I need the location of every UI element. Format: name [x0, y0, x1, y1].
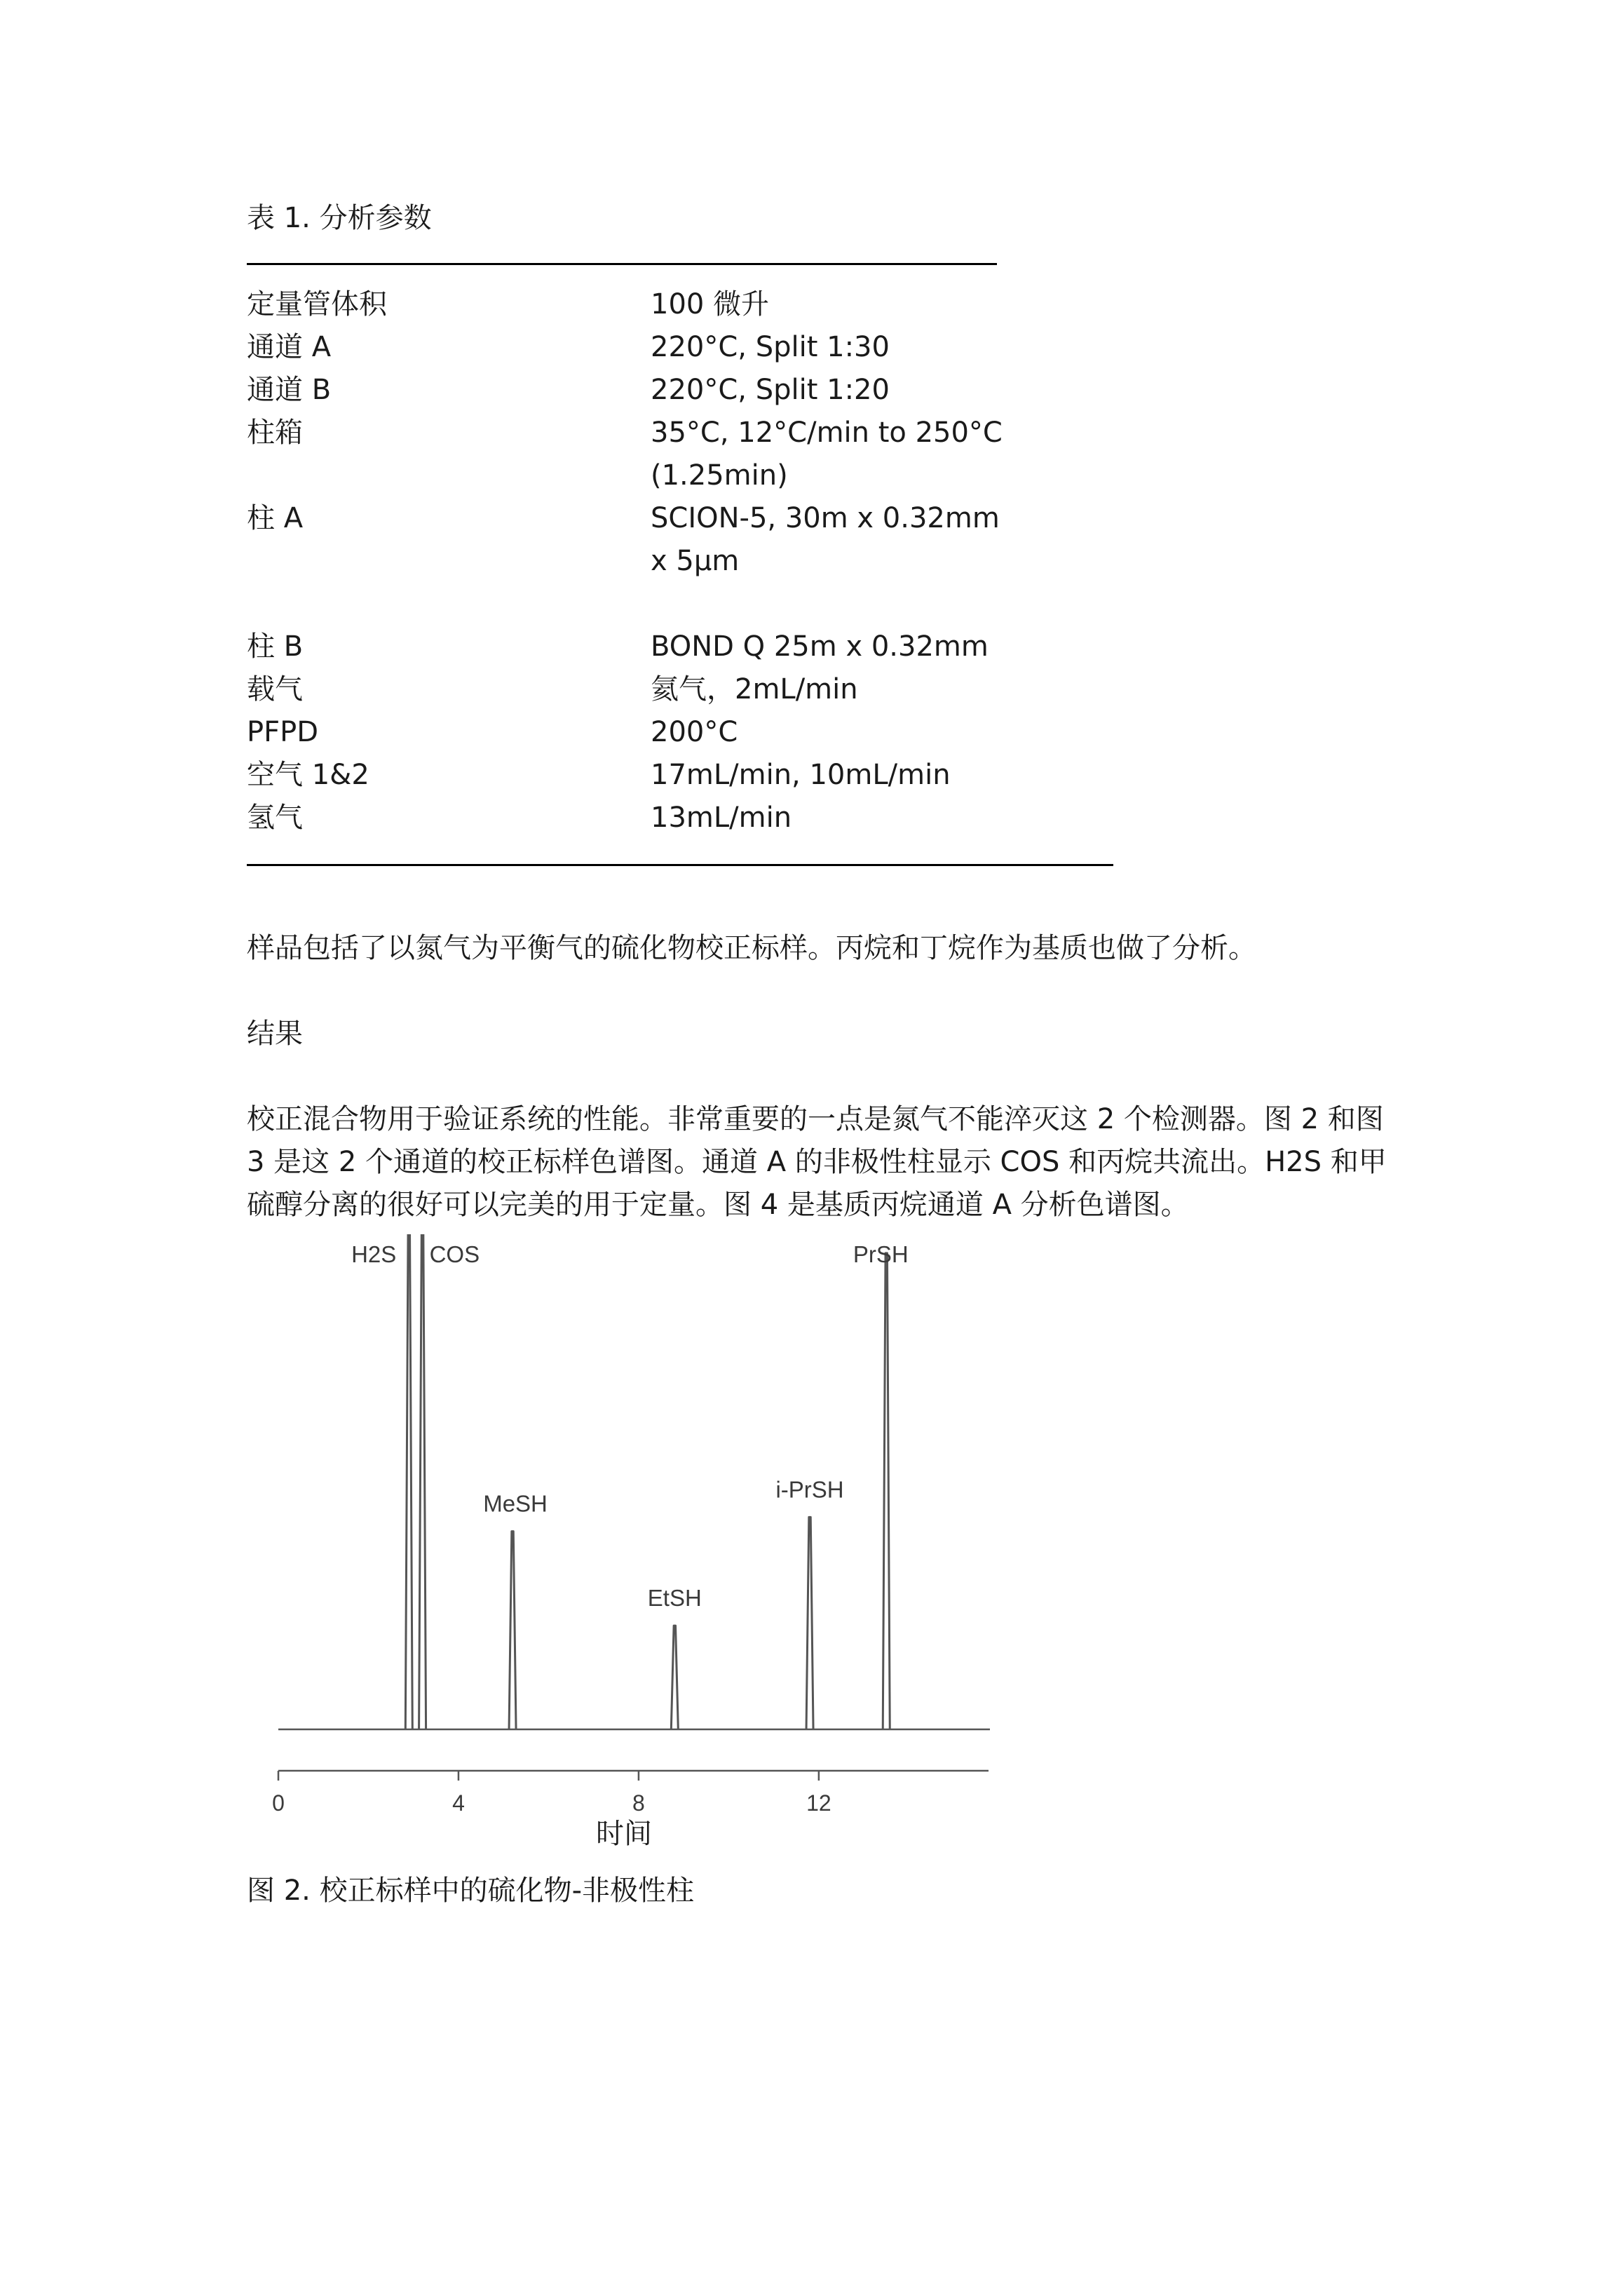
- param-value: SCION-5, 30m x 0.32mm: [651, 502, 1000, 534]
- peak-label-i-prsh: i-PrSH: [775, 1476, 844, 1503]
- param-name: 通道 B: [247, 374, 332, 406]
- peak-etsh: [671, 1626, 678, 1729]
- param-value-continued: x 5μm: [651, 545, 740, 577]
- param-value: 13mL/min: [651, 802, 792, 834]
- param-value: 220°C, Split 1:30: [651, 331, 890, 363]
- peak-mesh: [509, 1532, 516, 1729]
- table-bottom-rule: [247, 864, 1113, 866]
- peak-h2s: [405, 1234, 412, 1729]
- peak-prsh: [883, 1253, 890, 1729]
- param-value: 17mL/min, 10mL/min: [651, 759, 951, 791]
- figure-caption: 图 2. 校正标样中的硫化物-非极性柱: [247, 1875, 695, 1907]
- peak-cos: [419, 1234, 426, 1729]
- table-caption: 表 1. 分析参数: [247, 202, 432, 234]
- param-name: PFPD: [247, 716, 319, 748]
- peak-i-prsh: [806, 1517, 813, 1729]
- x-tick-label: 4: [452, 1790, 465, 1816]
- x-tick-label: 0: [272, 1790, 285, 1816]
- param-name: 定量管体积: [247, 288, 387, 320]
- peak-label-cos: COS: [429, 1241, 480, 1267]
- param-name: 通道 A: [247, 331, 332, 363]
- param-value: 220°C, Split 1:20: [651, 374, 890, 406]
- x-tick-label: 8: [632, 1790, 645, 1816]
- x-axis: [272, 1771, 989, 1850]
- x-tick-label: 12: [806, 1790, 831, 1816]
- peaks-layer: [278, 1234, 990, 1729]
- peak-label-etsh: EtSH: [647, 1585, 702, 1612]
- param-name: 载气: [247, 673, 303, 705]
- param-name: 柱 B: [247, 630, 304, 663]
- param-name: 氢气: [247, 802, 303, 834]
- param-name: 柱 A: [247, 502, 304, 534]
- section-heading-results: 结果: [247, 1018, 303, 1050]
- param-value: 35°C, 12°C/min to 250°C: [651, 417, 1003, 449]
- table-top-rule: [247, 263, 997, 265]
- peak-label-mesh: MeSH: [483, 1490, 548, 1517]
- chromatogram-chart: [247, 1234, 1060, 1851]
- param-value-continued: (1.25min): [651, 459, 788, 492]
- param-value: 200°C: [651, 716, 738, 748]
- body-paragraph: 样品包括了以氮气为平衡气的硫化物校正标样。丙烷和丁烷作为基质也做了分析。: [247, 932, 1256, 964]
- peak-label-h2s: H2S: [351, 1241, 397, 1267]
- x-axis-title: 时间: [596, 1818, 652, 1850]
- param-value: 100 微升: [651, 288, 770, 320]
- peak-label-prsh: PrSH: [853, 1241, 909, 1267]
- param-value: BOND Q 25m x 0.32mm: [651, 630, 989, 663]
- peak-labels: [351, 1241, 909, 1611]
- param-name: 空气 1&2: [247, 759, 369, 791]
- results-paragraph: 校正混合物用于验证系统的性能。非常重要的一点是氮气不能淬灭这 2 个检测器。图 2 和图 3 是这 2 个通道的校正标样色谱图。通道 A 的非极性柱显示 COS 和丙烷共流出。H2S 和甲硫醇分离的很好可以完美的用于定量。图 4 是基质丙烷通道 A 分析色谱图。: [247, 1103, 1387, 1221]
- param-value: 氦气，2mL/min: [651, 673, 858, 705]
- param-name: 柱箱: [247, 417, 303, 449]
